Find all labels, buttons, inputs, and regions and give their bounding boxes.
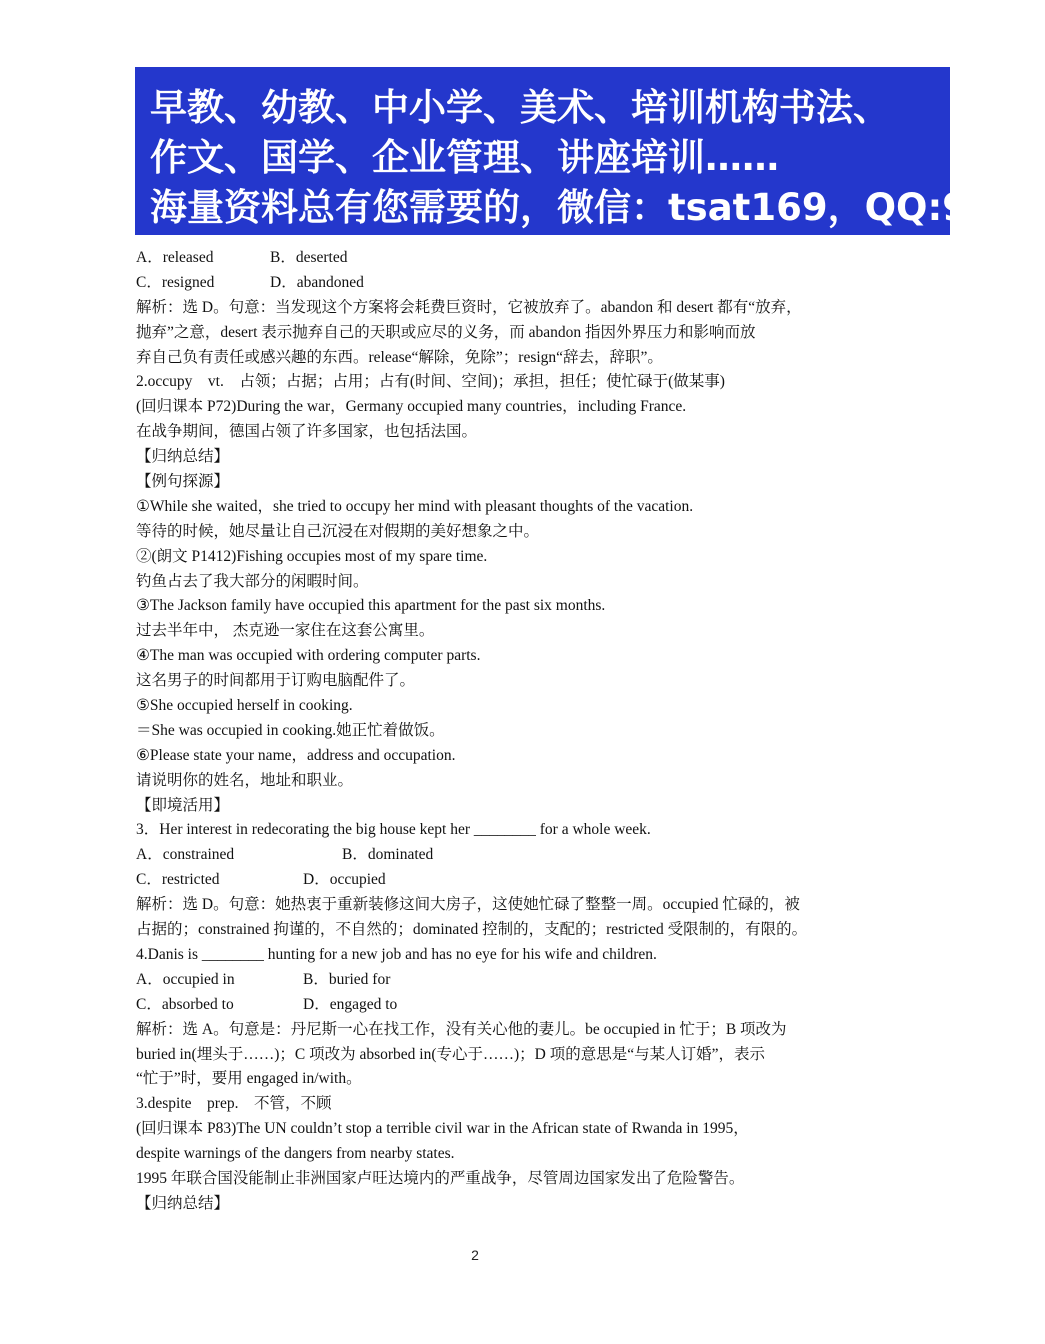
text-line: 解析：选 D。句意：她热衷于重新装修这间大房子，这使她忙碌了整整一周。occupied 忙碌的，被: [136, 896, 800, 914]
answer-option: C．absorbed to: [136, 995, 234, 1013]
answer-options-row: [136, 993, 826, 1018]
text-line: despite warnings of the dangers from nearby states.: [136, 1145, 455, 1163]
text-line: 这名男子的时间都用于订购电脑配件了。: [136, 672, 416, 690]
answer-option: B．dominated: [342, 846, 434, 864]
text-line: 3.despite prep. 不管，不顾: [136, 1095, 332, 1113]
answer-option: C．resigned: [136, 273, 215, 291]
answer-options-row: [136, 246, 826, 271]
text-line: ①While she waited，she tried to occupy her mind with pleasant thoughts of the vacation.: [136, 497, 694, 515]
text-line: 抛弃”之意，desert 表示抛弃自己的天职或应尽的义务，而 abandon 指因外界压力和影响而放: [136, 323, 756, 341]
answer-options-row: [136, 271, 826, 296]
answer-option: B．deserted: [270, 249, 348, 266]
text-line: ＝She was occupied in cooking.她正忙着做饭。: [136, 721, 445, 739]
answer-option: C．restricted: [136, 871, 220, 889]
answer-option: D．engaged to: [303, 995, 398, 1013]
text-line: ②(朗文 P1412)Fishing occupies most of my spare time.: [136, 547, 488, 565]
answer-option: A．constrained: [136, 846, 235, 864]
answer-option: A．occupied in: [136, 970, 235, 988]
text-line: ⑥Please state your name，address and occupation.: [136, 746, 456, 764]
text-line: 弃自己负有责任或感兴趣的东西。release“解除，免除”；resign“辞去，辞职”。: [136, 348, 663, 366]
text-line: buried in(埋头于……)；C 项改为 absorbed in(专心于……)；D 项的意思是“与某人订婚”，表示: [136, 1045, 765, 1063]
text-line: 解析：选 A。句意是：丹尼斯一心在找工作，没有关心他的妻儿。be occupied in 忙于；B 项改为: [136, 1020, 787, 1038]
answer-options-row: [136, 968, 826, 993]
text-line: 【例句探源】: [136, 473, 230, 491]
text-line: 【归纳总结】: [136, 1194, 230, 1212]
answer-option: B．buried for: [303, 970, 391, 988]
text-line: 占据的；constrained 拘谨的，不自然的；dominated 控制的，支配的；restricted 受限制的，有限的。: [136, 921, 808, 939]
text-line: (回归课本 P72)During the war，Germany occupied many countries，including France.: [136, 398, 687, 416]
answer-option: D．abandoned: [270, 273, 364, 291]
answer-options-row: [136, 868, 826, 893]
answer-options-row: [136, 843, 826, 868]
text-line: 解析：选 D。句意：当发现这个方案将会耗费巨资时，它被放弃了。abandon 和 desert 都有“放弃，: [136, 298, 802, 316]
text-line: 【归纳总结】: [136, 448, 230, 466]
text-line: (回归课本 P83)The UN couldn’t stop a terrible civil war in the African state of Rwanda in 1995，: [136, 1120, 749, 1138]
page-number: 2: [471, 1247, 479, 1263]
text-line: 2.occupy vt. 占领；占据；占用；占有(时间、空间)；承担，担任；使忙碌于(做某事): [136, 373, 725, 391]
ad-banner: [135, 67, 1045, 235]
banner-line: 早教、幼教、中小学、美术、培训机构书法、: [150, 86, 890, 129]
text-line: 在战争期间，德国占领了许多国家，也包括法国。: [136, 423, 478, 441]
text-line: 3．Her interest in redecorating the big house kept her ________ for a whole week.: [136, 821, 651, 839]
text-line: 等待的时候，她尽量让自己沉浸在对假期的美好想象之中。: [136, 522, 540, 540]
text-line: 1995 年联合国没能制止非洲国家卢旺达境内的严重战争，尽管周边国家发出了危险警告。: [136, 1169, 745, 1187]
text-line: 过去半年中， 杰克逊一家住在这套公寓里。: [136, 622, 435, 640]
answer-option: A．released: [136, 249, 214, 266]
text-line: ⑤She occupied herself in cooking.: [136, 697, 353, 715]
document-body: [136, 246, 826, 1217]
text-line: 4.Danis is ________ hunting for a new job and has no eye for his wife and children.: [136, 945, 657, 963]
text-line: “忙于”时，要用 engaged in/with。: [136, 1070, 362, 1088]
text-line: 【即境活用】: [136, 796, 230, 814]
banner-line: 作文、国学、企业管理、讲座培训……: [150, 136, 779, 179]
text-line: 请说明你的姓名，地址和职业。: [136, 771, 354, 789]
answer-option: D．occupied: [303, 871, 386, 889]
text-line: 钓鱼占去了我大部分的闲暇时间。: [136, 572, 369, 590]
text-line: ③The Jackson family have occupied this apartment for the past six months.: [136, 597, 606, 615]
banner-line: 海量资料总有您需要的，微信：tsat169，QQ:9196: [150, 186, 1045, 229]
text-line: ④The man was occupied with ordering computer parts.: [136, 647, 481, 665]
